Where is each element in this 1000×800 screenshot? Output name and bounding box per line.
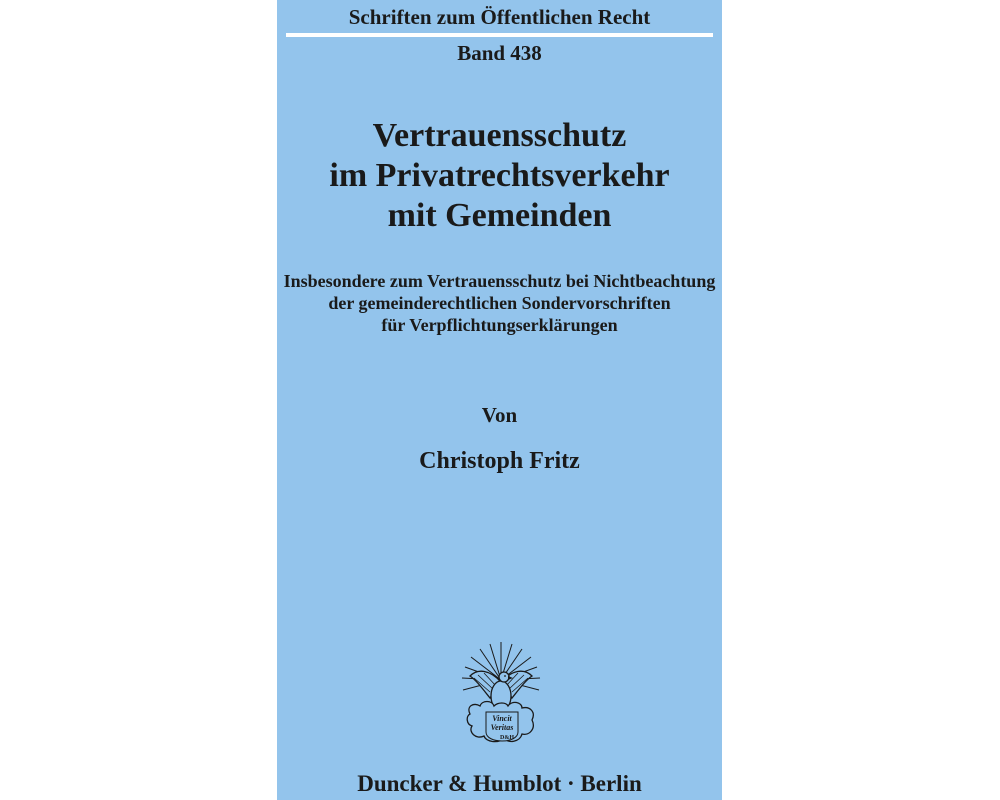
by-label: Von xyxy=(481,403,518,427)
title-line: im Privatrechtsverkehr xyxy=(329,157,670,194)
publisher: Duncker & Humblot · Berlin xyxy=(357,771,642,796)
book-subtitle xyxy=(277,270,722,336)
seal-motto: Vincit xyxy=(492,714,512,723)
title-line: Vertrauensschutz xyxy=(372,117,627,154)
series-title: Schriften zum Öffentlichen Recht xyxy=(348,5,651,29)
book-title xyxy=(277,116,722,236)
subtitle-line: für Verpflichtungserklärungen xyxy=(381,315,618,335)
title-line: mit Gemeinden xyxy=(387,197,612,234)
subtitle-line: Insbesondere zum Vertrauensschutz bei Nichtbeachtung xyxy=(283,271,716,291)
seal-motto: Veritas xyxy=(490,723,514,732)
seal-mark: D&H xyxy=(500,735,514,741)
eagle-seal-icon xyxy=(460,640,542,746)
volume-number: Band 438 xyxy=(457,41,542,65)
subtitle-line: der gemeinderechtlichen Sondervorschriften xyxy=(328,293,671,313)
author-name: Christoph Fritz xyxy=(419,448,580,474)
book-cover xyxy=(277,0,722,800)
divider xyxy=(286,33,713,37)
